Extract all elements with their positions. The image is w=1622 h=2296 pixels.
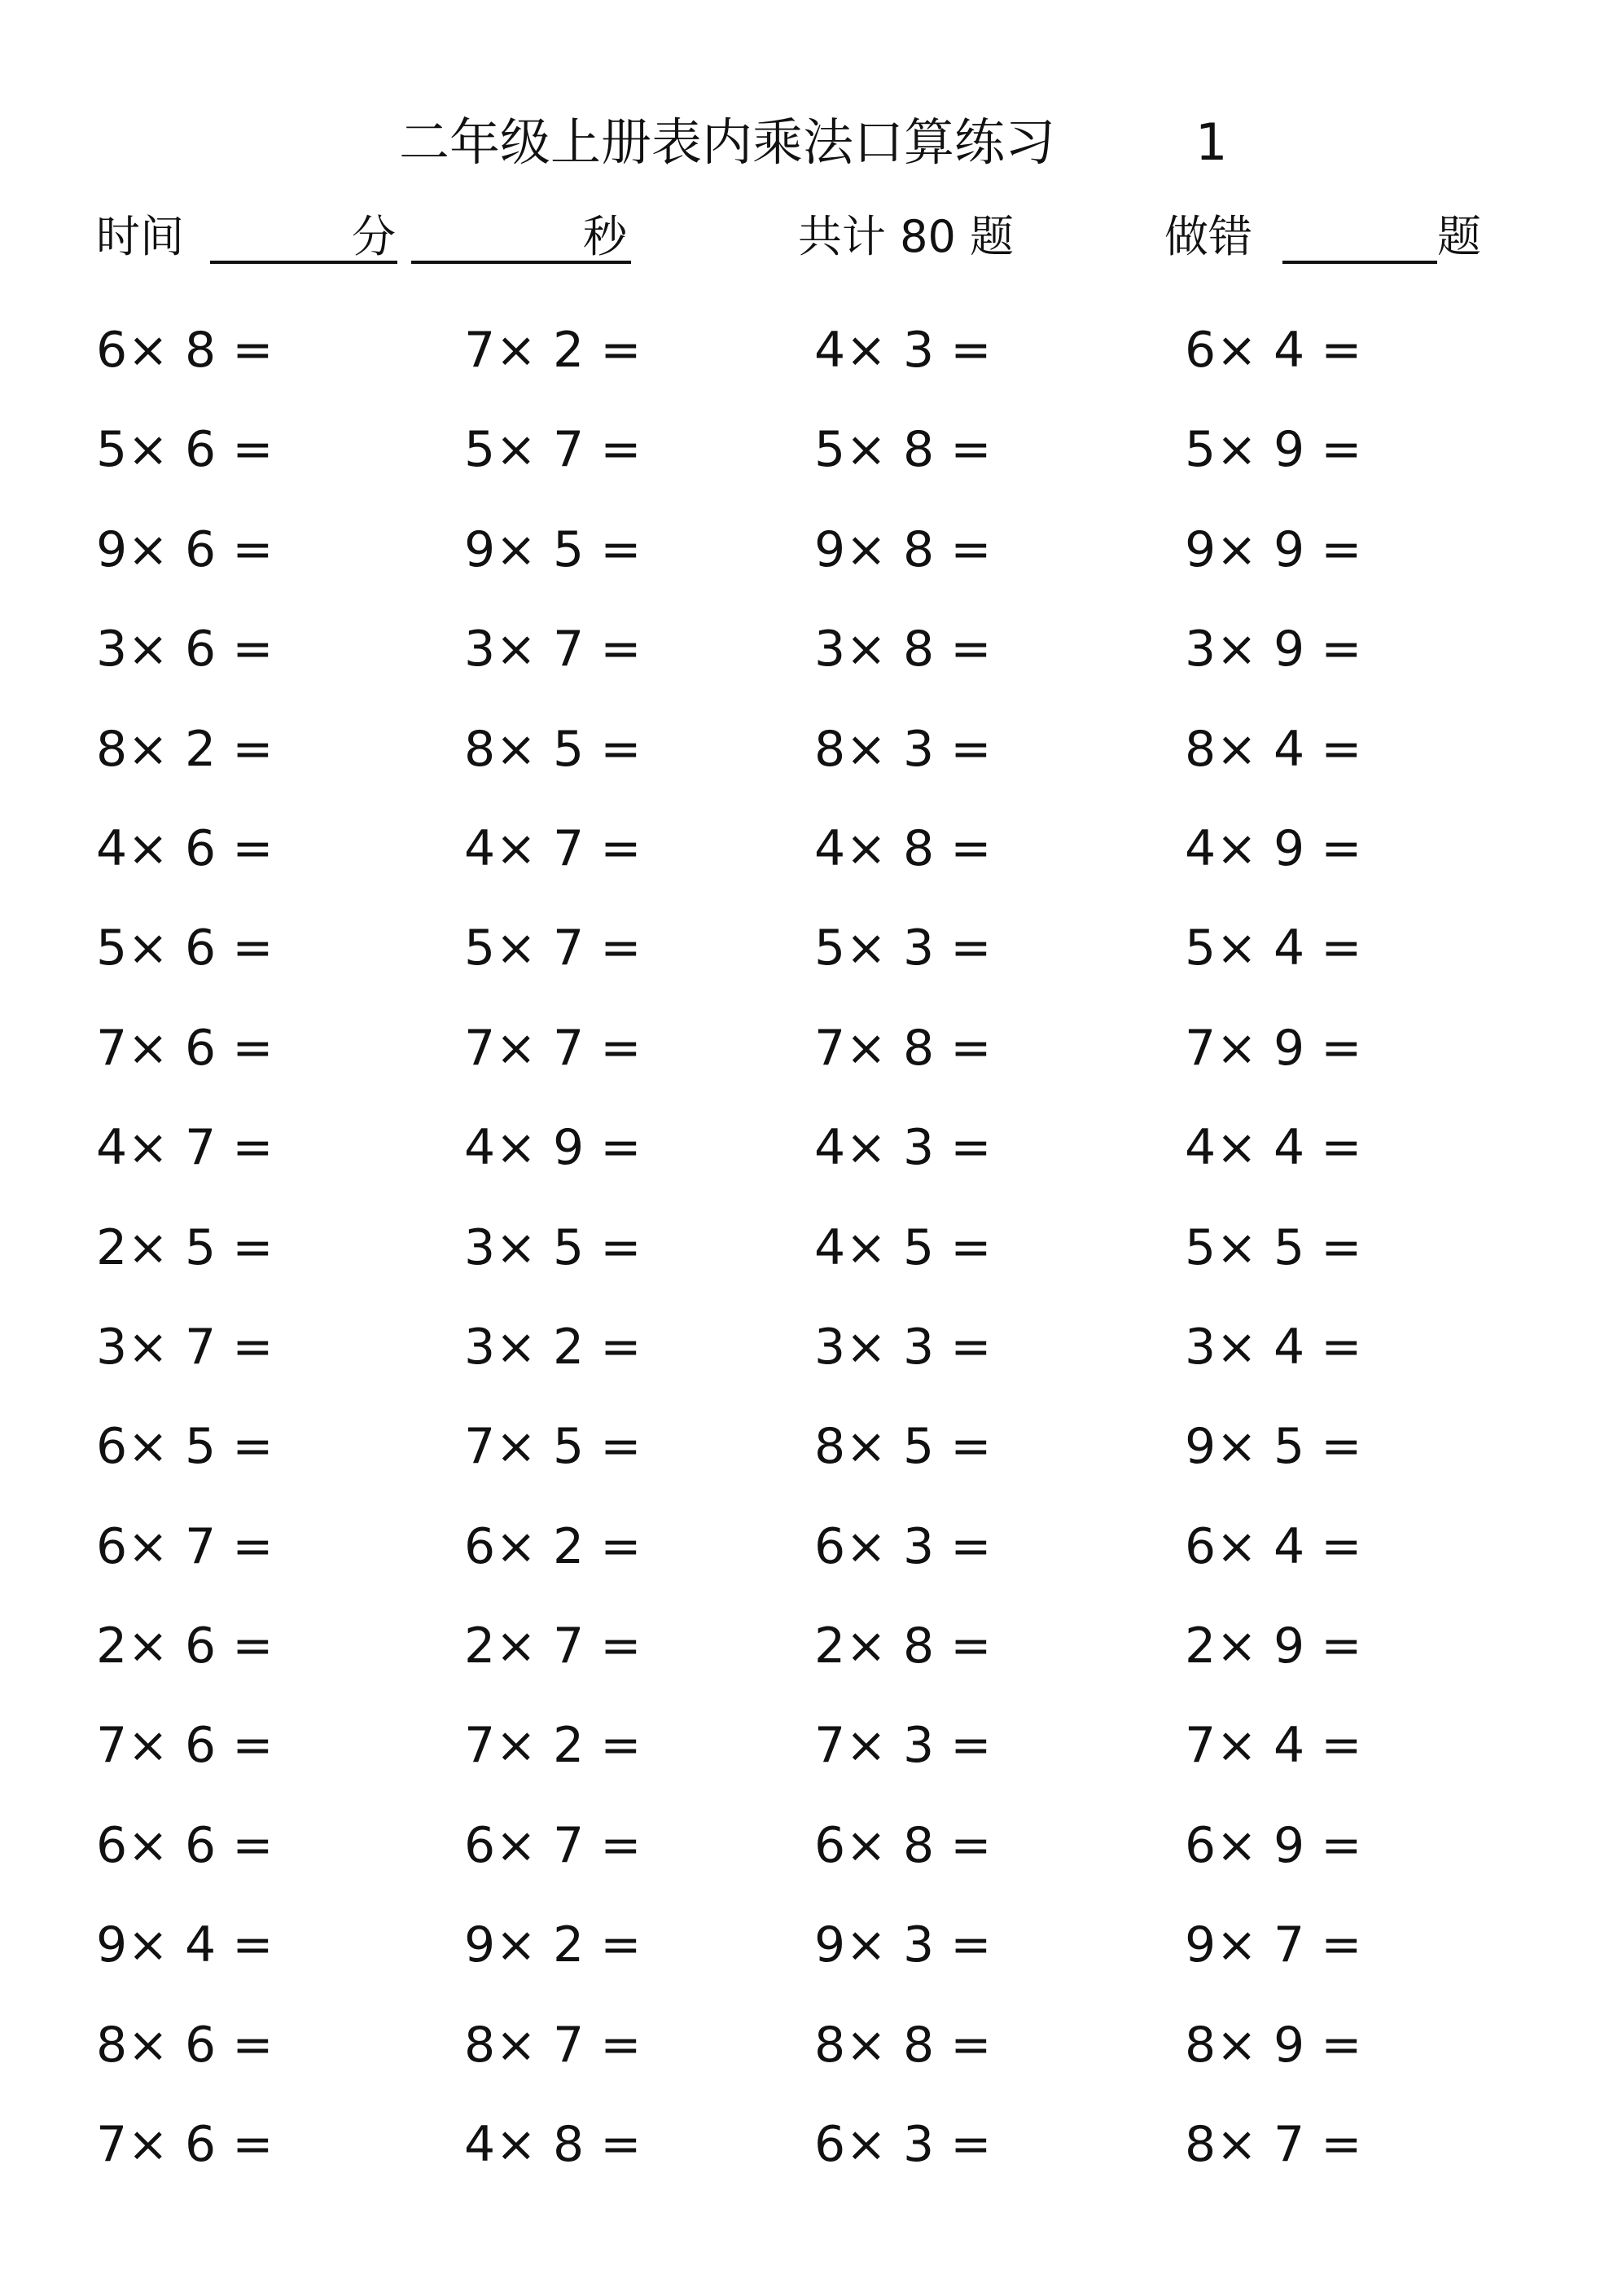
problem-item: 3× 2 = — [464, 1318, 642, 1376]
problem-item: 3× 3 = — [814, 1318, 993, 1376]
problem-item: 8× 3 = — [814, 720, 993, 778]
problem-item: 9× 7 = — [1185, 1916, 1363, 1974]
problem-item: 2× 9 = — [1185, 1618, 1363, 1675]
problem-item: 3× 6 = — [96, 621, 274, 678]
problem-item: 7× 2 = — [464, 322, 642, 379]
problem-row — [0, 318, 1622, 417]
problem-item: 5× 7 = — [464, 421, 642, 479]
problem-item: 7× 2 = — [464, 1717, 642, 1775]
problem-item: 8× 9 = — [1185, 2016, 1363, 2074]
problem-row — [0, 1613, 1622, 1713]
problem-item: 5× 6 = — [96, 920, 274, 977]
problem-item: 6× 7 = — [96, 1517, 274, 1575]
errors-label: 做错 — [1164, 211, 1252, 262]
problem-item: 6× 9 = — [1185, 1816, 1363, 1874]
problem-item: 2× 5 = — [96, 1218, 274, 1276]
problem-item: 4× 8 = — [464, 2116, 642, 2174]
problem-item: 2× 8 = — [814, 1618, 993, 1675]
problem-row — [0, 1514, 1622, 1613]
problem-item: 8× 7 = — [1185, 2116, 1363, 2174]
errors-blank[interactable] — [1282, 261, 1437, 264]
problem-item: 7× 8 = — [814, 1019, 993, 1077]
problem-item: 9× 5 = — [1185, 1418, 1363, 1476]
problem-row — [0, 417, 1622, 516]
problem-item: 6× 3 = — [814, 1517, 993, 1575]
problem-item: 7× 6 = — [96, 2116, 274, 2174]
problem-row — [0, 1713, 1622, 1812]
problem-item: 3× 9 = — [1185, 621, 1363, 678]
problem-item: 6× 3 = — [814, 2116, 993, 2174]
problem-item: 2× 6 = — [96, 1618, 274, 1675]
problem-item: 9× 3 = — [814, 1916, 993, 1974]
problem-row — [0, 2013, 1622, 2112]
problem-item: 4× 6 = — [96, 819, 274, 877]
problem-item: 4× 7 = — [96, 1119, 274, 1177]
problem-item: 7× 5 = — [464, 1418, 642, 1476]
title-text: 二年级上册表内乘法口算练习 — [399, 112, 1056, 172]
problem-item: 5× 3 = — [814, 920, 993, 977]
problem-item: 9× 5 = — [464, 520, 642, 578]
problem-item: 5× 9 = — [1185, 421, 1363, 479]
problem-item: 9× 8 = — [814, 520, 993, 578]
problem-item: 8× 5 = — [464, 720, 642, 778]
problem-item: 3× 7 = — [96, 1318, 274, 1376]
problem-item: 9× 6 = — [96, 520, 274, 578]
problem-item: 8× 6 = — [96, 2016, 274, 2074]
problem-grid — [0, 318, 1622, 2211]
problem-item: 8× 2 = — [96, 720, 274, 778]
problem-row — [0, 1016, 1622, 1115]
problem-item: 3× 8 = — [814, 621, 993, 678]
minutes-label: 分 — [352, 211, 396, 262]
problem-row — [0, 816, 1622, 915]
sheet-number: 1 — [1195, 112, 1228, 172]
problem-item: 9× 4 = — [96, 1916, 274, 1974]
seconds-label: 秒 — [583, 211, 627, 262]
problem-row — [0, 517, 1622, 617]
problem-item: 6× 7 = — [464, 1816, 642, 1874]
problem-item: 4× 4 = — [1185, 1119, 1363, 1177]
problem-item: 6× 5 = — [96, 1418, 274, 1476]
problem-item: 6× 2 = — [464, 1517, 642, 1575]
problem-row — [0, 1414, 1622, 1513]
problem-row — [0, 2112, 1622, 2211]
problem-row — [0, 915, 1622, 1015]
problem-item: 2× 7 = — [464, 1618, 642, 1675]
problem-row — [0, 1215, 1622, 1315]
problem-row — [0, 1315, 1622, 1414]
problem-row — [0, 1912, 1622, 2012]
problem-item: 8× 7 = — [464, 2016, 642, 2074]
problem-row — [0, 717, 1622, 816]
problem-item: 6× 8 = — [814, 1816, 993, 1874]
problem-item: 6× 4 = — [1185, 322, 1363, 379]
problem-row — [0, 1813, 1622, 1912]
problem-item: 5× 5 = — [1185, 1218, 1363, 1276]
problem-item: 3× 7 = — [464, 621, 642, 678]
errors-unit: 题 — [1437, 211, 1481, 262]
problem-item: 4× 9 = — [1185, 819, 1363, 877]
problem-item: 7× 6 = — [96, 1717, 274, 1775]
problem-item: 8× 8 = — [814, 2016, 993, 2074]
problem-item: 5× 7 = — [464, 920, 642, 977]
problem-item: 8× 4 = — [1185, 720, 1363, 778]
problem-item: 7× 9 = — [1185, 1019, 1363, 1077]
problem-item: 6× 8 = — [96, 322, 274, 379]
total-count: 共计 80 题 — [798, 211, 1015, 262]
worksheet-title — [0, 110, 1622, 175]
problem-item: 4× 3 = — [814, 1119, 993, 1177]
problem-item: 8× 5 = — [814, 1418, 993, 1476]
problem-item: 5× 8 = — [814, 421, 993, 479]
time-label: 时间 — [96, 211, 184, 262]
problem-item: 5× 6 = — [96, 421, 274, 479]
problem-item: 3× 4 = — [1185, 1318, 1363, 1376]
problem-item: 4× 7 = — [464, 819, 642, 877]
problem-item: 4× 3 = — [814, 322, 993, 379]
problem-row — [0, 617, 1622, 716]
problem-item: 5× 4 = — [1185, 920, 1363, 977]
problem-item: 6× 4 = — [1185, 1517, 1363, 1575]
problem-item: 3× 5 = — [464, 1218, 642, 1276]
problem-item: 7× 4 = — [1185, 1717, 1363, 1775]
problem-item: 6× 6 = — [96, 1816, 274, 1874]
problem-item: 7× 6 = — [96, 1019, 274, 1077]
problem-item: 7× 3 = — [814, 1717, 993, 1775]
problem-item: 7× 7 = — [464, 1019, 642, 1077]
problem-item: 4× 9 = — [464, 1119, 642, 1177]
problem-item: 4× 5 = — [814, 1218, 993, 1276]
problem-item: 9× 9 = — [1185, 520, 1363, 578]
problem-item: 9× 2 = — [464, 1916, 642, 1974]
problem-item: 4× 8 = — [814, 819, 993, 877]
problem-row — [0, 1115, 1622, 1214]
